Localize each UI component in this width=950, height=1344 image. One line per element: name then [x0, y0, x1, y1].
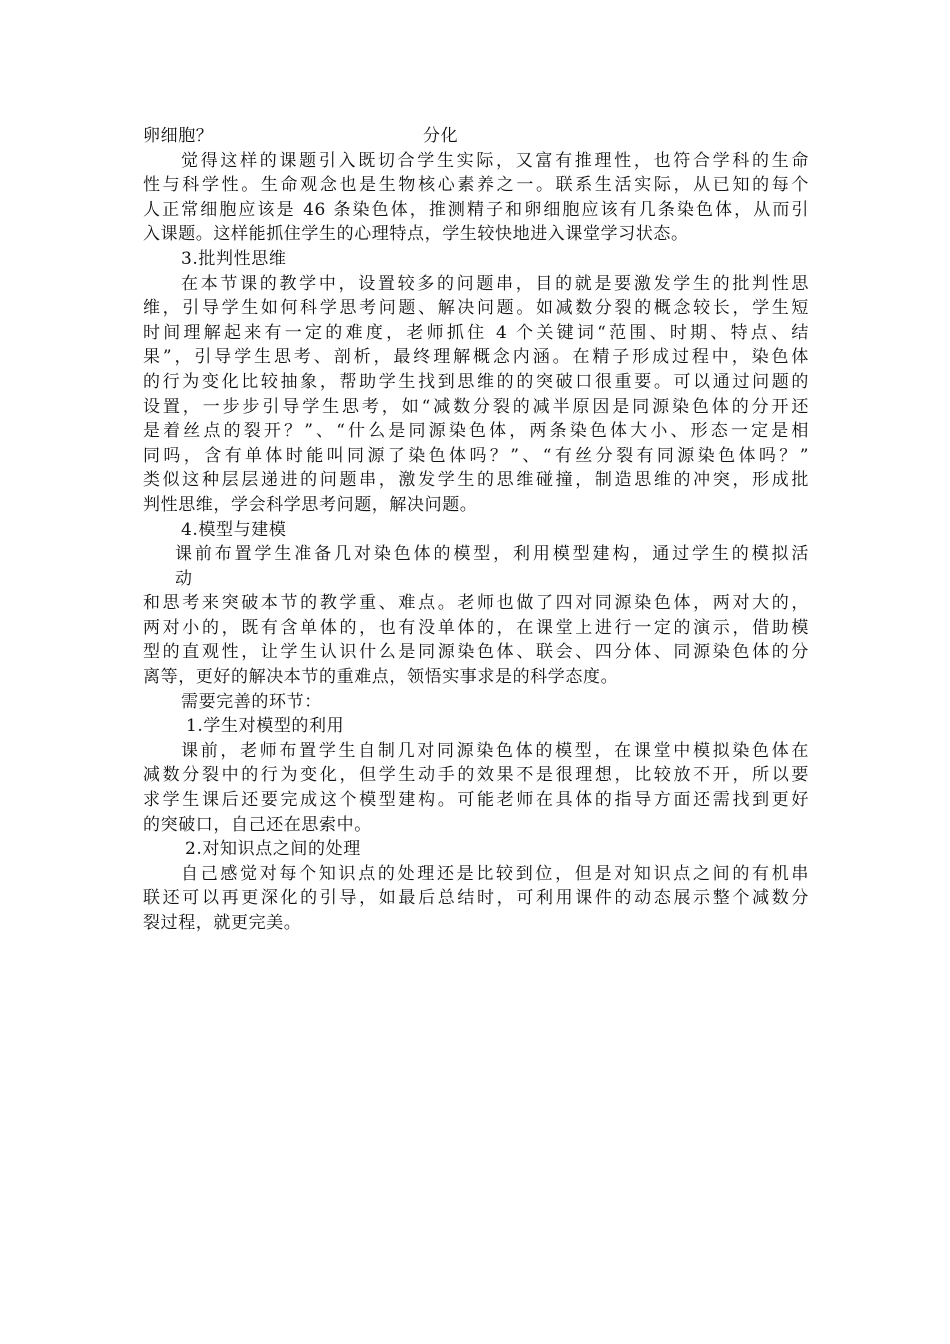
- paragraph-line: 维，引导学生如何科学思考问题、解决问题。如减数分裂的概念较长，学生短: [143, 298, 809, 319]
- paragraph-line: 求学生课后还要完成这个模型建构。可能老师在具体的指导方面还需找到更好: [143, 790, 809, 811]
- paragraph-line: 动: [175, 568, 193, 589]
- paragraph-line: 的行为变化比较抽象，帮助学生找到思维的的突破口很重要。可以通过问题的: [143, 371, 809, 392]
- paragraph-line: 果”，引导学生思考、剖析，最终理解概念内涵。在精子形成过程中，染色体: [143, 347, 809, 368]
- paragraph-line: 裂过程，就更完美。: [143, 913, 302, 933]
- paragraph-line: 离等，更好的解决本节的重难点，领悟实事求是的科学态度。: [143, 667, 619, 688]
- paragraph-line: 是着丝点的裂开？”、“什么是同源染色体，两条染色体大小、形态一定是相: [143, 421, 809, 442]
- document-page: [143, 124, 809, 936]
- paragraph-line: 两对小的，既有含单体的，也有没单体的，在课堂上进行一定的演示，借助模: [143, 617, 809, 638]
- top-left-text: 卵细胞？: [143, 126, 214, 146]
- paragraph-line: 设置，一步步引导学生思考，如“减数分裂的减半原因是同源染色体的分开还: [143, 396, 809, 417]
- subsection-heading: 2.对知识点之间的处理: [185, 839, 361, 860]
- paragraph-line: 和思考来突破本节的教学重、难点。老师也做了四对同源染色体，两对大的，: [143, 593, 809, 614]
- paragraph-line: 课前布置学生准备几对染色体的模型，利用模型建构，通过学生的模拟活: [175, 544, 809, 565]
- paragraph-line: 同吗，含有单体时能叫同源了染色体吗？”、“有丝分裂有同源染色体吗？”: [143, 445, 809, 466]
- paragraph-line: 性与科学性。生命观念也是生物核心素养之一。联系生活实际，从已知的每个: [143, 175, 809, 196]
- paragraph-line: 课前，老师布置学生自制几对同源染色体的模型，在课堂中模拟染色体在: [181, 740, 809, 761]
- paragraph-line: 人正常细胞应该是 46 条染色体，推测精子和卵细胞应该有几条染色体，从而引: [143, 199, 809, 220]
- section-heading: 3.批判性思维: [181, 248, 287, 269]
- paragraph-line: 在本节课的教学中，设置较多的问题串，目的就是要激发学生的批判性思: [181, 273, 809, 294]
- section-heading: 需要完善的环节：: [181, 691, 322, 712]
- subsection-heading: 1.学生对模型的利用: [186, 716, 345, 737]
- paragraph-line: 型的直观性，让学生认识什么是同源染色体、联会、四分体、同源染色体的分: [143, 642, 809, 663]
- paragraph-line: 自己感觉对每个知识点的处理还是比较到位，但是对知识点之间的有机串: [181, 863, 809, 884]
- paragraph-line: 的突破口，自己还在思索中。: [143, 814, 372, 835]
- paragraph-line: 觉得这样的课题引入既切合学生实际，又富有推理性，也符合学科的生命: [181, 150, 809, 171]
- paragraph-line: 联还可以再更深化的引导，如最后总结时，可利用课件的动态展示整个减数分: [143, 888, 809, 909]
- section-heading: 4.模型与建模: [181, 519, 287, 540]
- paragraph-line: 时间理解起来有一定的难度，老师抓住 4 个关键词“范围、时期、特点、结: [143, 322, 809, 343]
- paragraph-line: 入课题。这样能抓住学生的心理特点，学生较快地进入课堂学习状态。: [143, 224, 689, 245]
- top-right-text: 分化: [423, 126, 459, 146]
- paragraph-line: 判性思维，学会科学思考问题，解决问题。: [143, 494, 478, 515]
- top-row: [143, 124, 809, 149]
- paragraph-line: 减数分裂中的行为变化，但学生动手的效果不是很理想，比较放不开，所以要: [143, 765, 809, 786]
- paragraph-line: 类似这种层层递进的问题串，激发学生的思维碰撞，制造思维的冲突，形成批: [143, 470, 809, 491]
